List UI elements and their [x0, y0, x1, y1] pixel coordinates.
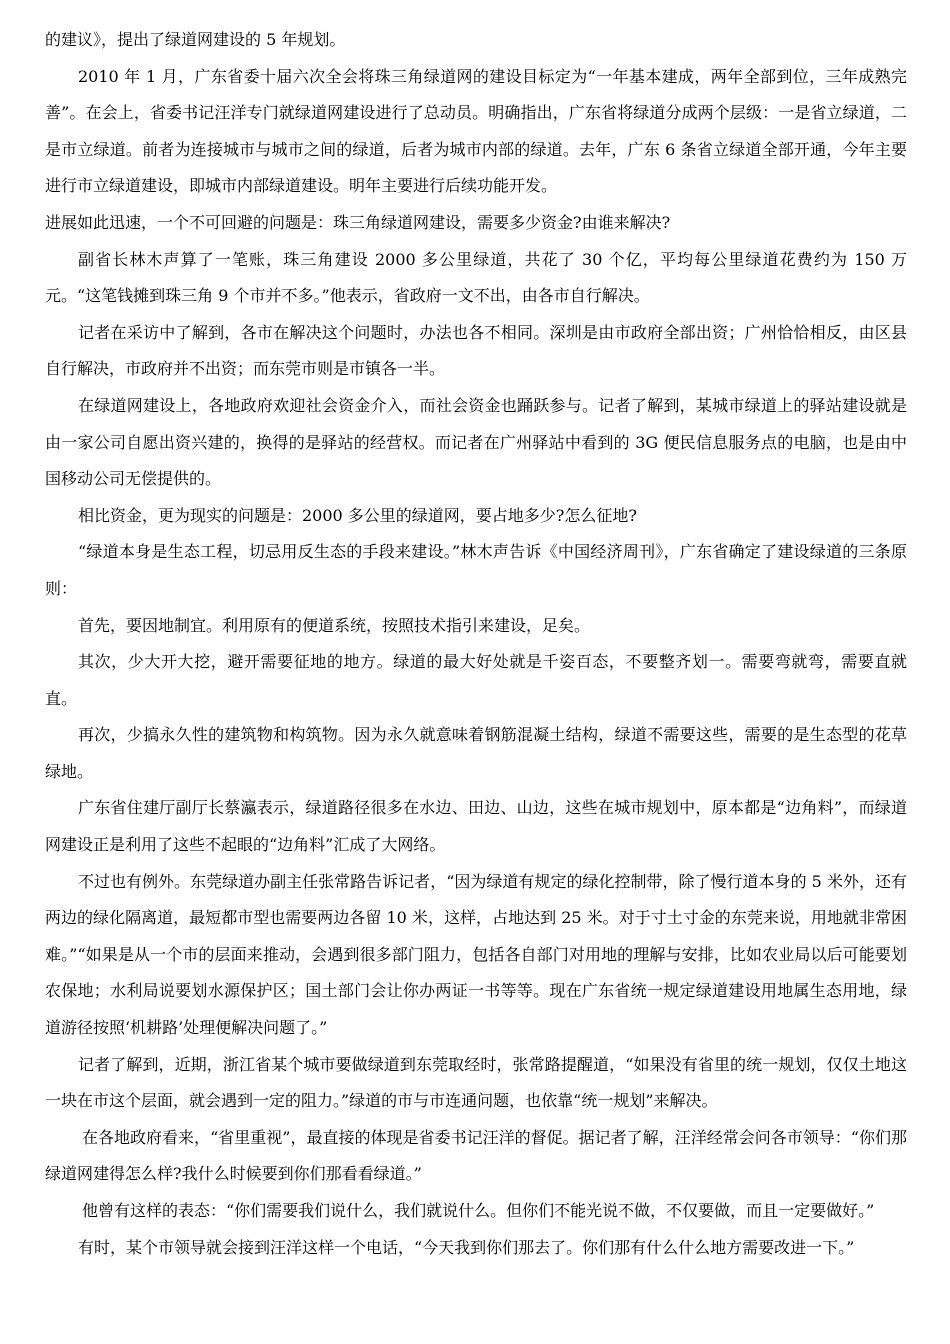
paragraph-9: 首先，要因地制宜。利用原有的便道系统，按照技术指引来建设，足矣。 — [78, 615, 591, 635]
paragraph-15: 在各地政府看来，“省里重视”，最直接的体现是省委书记汪洋的督促。据记者了解，汪洋经常会问各市领导：“你们那绿道网建得怎么样?我什么时候要到你们那看看绿道。” — [45, 1127, 907, 1184]
paragraph-12: 广东省住建厅副厅长蔡瀛表示，绿道路径很多在水边、田边、山边，这些在城市规划中，原本都是“边角料”，而绿道网建设正是利用了这些不起眼的“边角料”汇成了大网络。 — [45, 798, 907, 855]
paragraph-1: 的建议》，提出了绿道网建设的 5 年规划。 — [45, 30, 346, 49]
paragraph-8: “绿道本身是生态工程，切忌用反生态的手段来建设。”林木声告诉《中国经济周刊》，广东省确定了建设绿道的三条原则： — [45, 542, 907, 598]
document-page — [45, 22, 907, 1266]
paragraph-13: 不过也有例外。东莞绿道办副主任张常路告诉记者，“因为绿道有规定的绿化控制带，除了慢行道本身的 5 米外，还有两边的绿化隔离道，最短都市型也需要两边各留 10 米，这样，占地达到 25 米。对于寸土寸金的东莞来说，用地就非常困难。”“如果是从一个市的层面来推动，会遇到很多部门阻力，包括各自部门对用地的理解与安排，比如农业局以后可能要划农保地；水利局说要划水源保护区；国土部门会让你办两证一书等等。现在广东省统一规定绿道建设用地属生态用地，绿道游径按照‘机耕路’处理便解决问题了。” — [45, 871, 907, 1038]
paragraph-6: 在绿道网建设上，各地政府欢迎社会资金介入，而社会资金也踊跃参与。记者了解到，某城市绿道上的驿站建设就是由一家公司自愿出资兴建的，换得的是驿站的经营权。而记者在广州驿站中看到的 3G 便民信息服务点的电脑，也是由中国移动公司无偿提供的。 — [45, 395, 907, 489]
paragraph-16: 他曾有这样的表态：“你们需要我们说什么，我们就说什么。但你们不能光说不做，不仅要做，而且一定要做好。” — [82, 1201, 875, 1220]
paragraph-11: 再次，少搞永久性的建筑物和构筑物。因为永久就意味着钢筋混凝土结构，绿道不需要这些，需要的是生态型的花草绿地。 — [45, 725, 907, 781]
paragraph-7: 相比资金，更为现实的问题是：2000 多公里的绿道网，要占地多少?怎么征地? — [78, 505, 637, 525]
paragraph-10: 其次，少大开大挖，避开需要征地的地方。绿道的最大好处就是千姿百态，不要整齐划一。需要弯就弯，需要直就直。 — [45, 652, 907, 708]
paragraph-5: 记者在采访中了解到，各市在解决这个问题时，办法也各不相同。深圳是由市政府全部出资；广州恰恰相反，由区县自行解决，市政府并不出资；而东莞市则是市镇各一半。 — [45, 322, 907, 379]
paragraph-17: 有时，某个市领导就会接到汪洋这样一个电话，“今天我到你们那去了。你们那有什么什么地方需要改进一下。” — [78, 1237, 855, 1257]
paragraph-4: 副省长林木声算了一笔账，珠三角建设 2000 多公里绿道，共花了 30 个亿，平均每公里绿道花费约为 150 万元。“这笔钱摊到珠三角 9 个市并不多。”他表示，省政府一文不出，由各市自行解决。 — [45, 249, 907, 306]
paragraph-14: 记者了解到，近期，浙江省某个城市要做绿道到东莞取经时，张常路提醒道，“如果没有省里的统一规划，仅仅土地这一块在市这个层面，就会遇到一定的阻力。”绿道的市与市连通问题，也依靠“统一规划”来解决。 — [45, 1054, 907, 1111]
paragraph-2: 2010 年 1 月，广东省委十届六次全会将珠三角绿道网的建设目标定为“一年基本建成，两年全部到位，三年成熟完善”。在会上，省委书记汪洋专门就绿道网建设进行了总动员。明确指出，广东省将绿道分成两个层级：一是省立绿道，二是市立绿道。前者为连接城市与城市之间的绿道，后者为城市内部的绿道。去年，广东 6 条省立绿道全部开通，今年主要进行市立绿道建设，即城市内部绿道建设。明年主要进行后续功能开发。 — [45, 66, 907, 196]
paragraph-3: 进展如此迅速，一个不可回避的问题是：珠三角绿道网建设，需要多少资金?由谁来解决? — [45, 212, 671, 232]
